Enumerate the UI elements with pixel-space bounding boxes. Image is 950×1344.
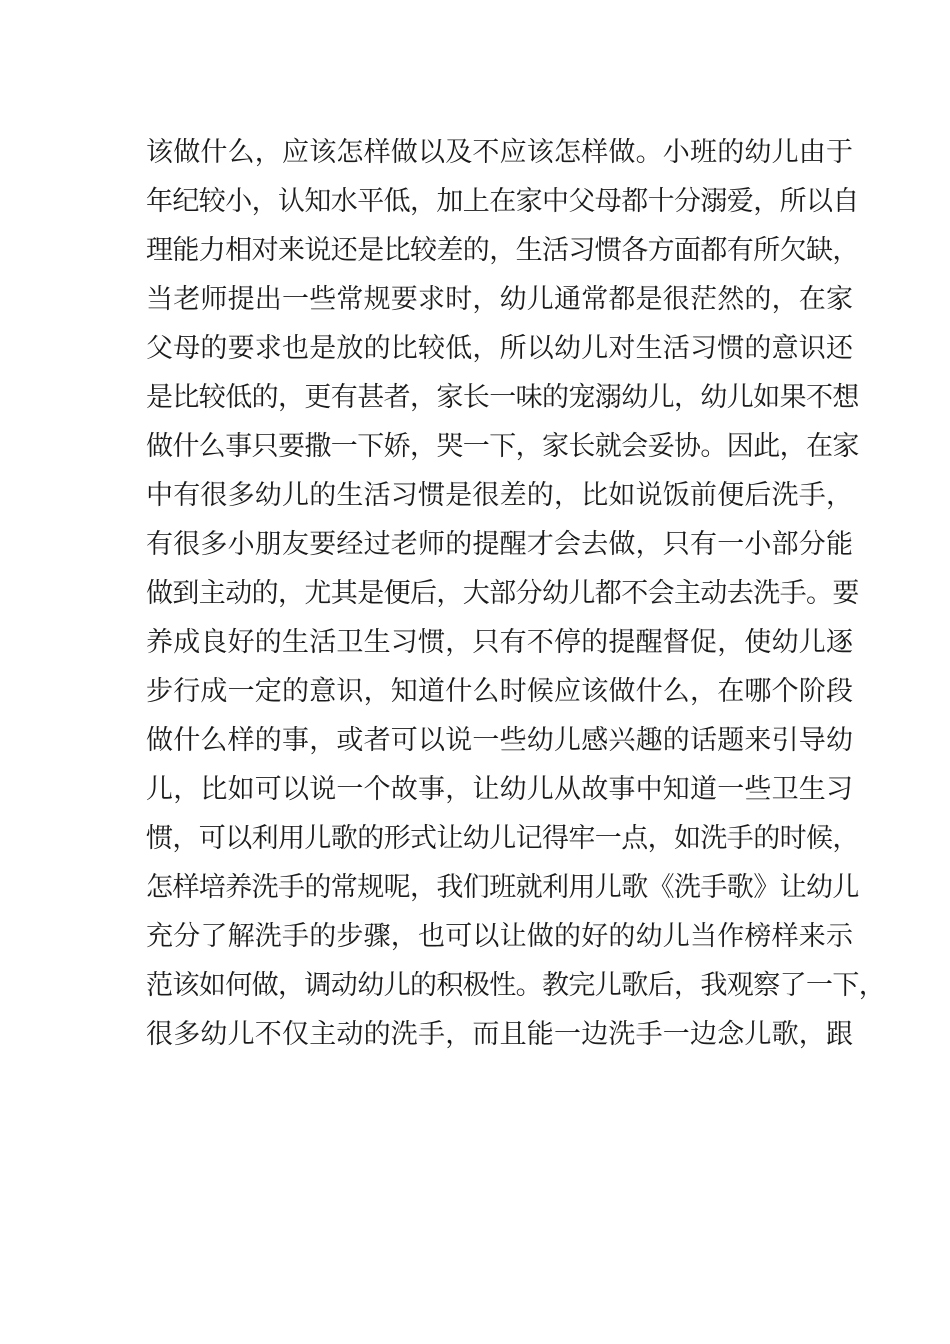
body-text [146,128,886,1059]
text-line: 有很多小朋友要经过老师的提醒才会去做，只有一小部分能 [146,529,854,560]
text-line: 中有很多幼儿的生活习惯是很差的，比如说饭前便后洗手， [146,480,854,511]
text-line: 很多幼儿不仅主动的洗手，而且能一边洗手一边念儿歌，跟 [146,1019,854,1050]
text-line: 年纪较小，认知水平低，加上在家中父母都十分溺爱，所以自 [146,186,859,217]
text-line: 该做什么，应该怎样做以及不应该怎样做。小班的幼儿由于 [146,137,854,168]
text-line: 儿，比如可以说一个故事，让幼儿从故事中知道一些卫生习 [146,774,854,805]
text-line: 做到主动的，尤其是便后，大部分幼儿都不会主动去洗手。要 [146,578,859,609]
text-line: 充分了解洗手的步骤，也可以让做的好的幼儿当作榜样来示 [146,921,854,952]
text-line: 怎样培养洗手的常规呢，我们班就利用儿歌《洗手歌》让幼儿 [146,872,859,903]
text-line: 做什么事只要撒一下娇，哭一下，家长就会妥协。因此，在家 [146,431,859,462]
text-line: 当老师提出一些常规要求时，幼儿通常都是很茫然的，在家 [146,284,854,315]
text-line: 是比较低的，更有甚者，家长一味的宠溺幼儿，幼儿如果不想 [146,382,859,413]
text-line: 步行成一定的意识，知道什么时候应该做什么，在哪个阶段 [146,676,854,707]
text-line: 父母的要求也是放的比较低，所以幼儿对生活习惯的意识还 [146,333,854,364]
text-line: 范该如何做，调动幼儿的积极性。教完儿歌后，我观察了一下， [146,970,886,1001]
text-line: 养成良好的生活卫生习惯，只有不停的提醒督促，使幼儿逐 [146,627,854,658]
text-line: 做什么样的事，或者可以说一些幼儿感兴趣的话题来引导幼 [146,725,854,756]
text-line: 惯，可以利用儿歌的形式让幼儿记得牢一点，如洗手的时候， [146,823,859,854]
text-line: 理能力相对来说还是比较差的，生活习惯各方面都有所欠缺， [146,235,859,266]
